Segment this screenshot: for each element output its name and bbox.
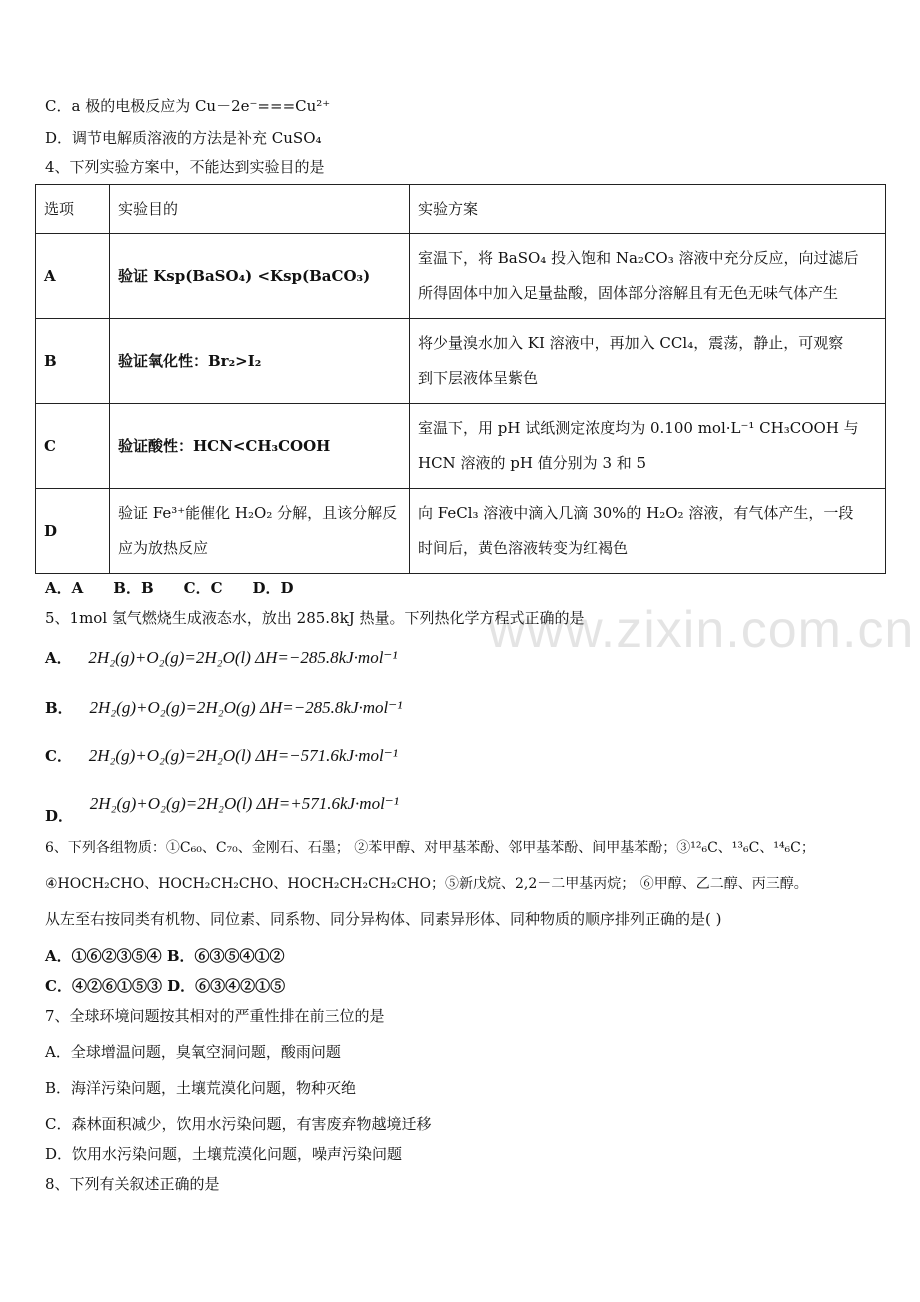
row-plan-line: 将少量溴水加入 KI 溶液中，再加入 CCl₄，震荡，静止，可观察 (418, 334, 844, 352)
option-label: D． (45, 807, 74, 825)
option-label: A． (45, 649, 72, 667)
equation: 2H₂(g)+O₂(g)=2H₂O(l) ΔH=−285.8kJ·mol⁻¹ (88, 648, 398, 667)
row-option: D (36, 489, 110, 574)
table-header: 选项 (36, 185, 110, 234)
q7-stem: 7、全球环境问题按其相对的严重性排在前三位的是 (45, 1007, 385, 1025)
table-row (36, 319, 886, 404)
q5-option-a (45, 648, 398, 668)
row-plan-line: 室温下，用 pH 试纸测定浓度均为 0.100 mol·L⁻¹ CH₃COOH 与 (418, 419, 859, 437)
row-option: C (36, 404, 110, 489)
row-purpose-line: 验证 Fe³⁺能催化 H₂O₂ 分解，且该分解反 (118, 504, 398, 522)
q3-option-c: C．a 极的电极反应为 Cu－2e⁻===Cu²⁺ (45, 97, 331, 115)
q5-option-b (45, 698, 402, 718)
row-plan-line: 所得固体中加入足量盐酸，固体部分溶解且有无色无味气体产生 (418, 284, 839, 302)
row-plan-line: HCN 溶液的 pH 值分别为 3 和 5 (418, 454, 647, 472)
row-plan-line: 室温下，将 BaSO₄ 投入饱和 Na₂CO₃ 溶液中充分反应，向过滤后 (418, 249, 859, 267)
equation: 2H₂(g)+O₂(g)=2H₂O(l) ΔH=−571.6kJ·mol⁻¹ (88, 746, 398, 765)
q5-stem: 5、1mol 氢气燃烧生成液态水，放出 285.8kJ 热量。下列热化学方程式正确的是 (45, 609, 585, 627)
q7-option-b: B．海洋污染问题，土壤荒漠化问题，物种灭绝 (45, 1079, 357, 1097)
q4-answer-options: A．A B．B C．C D．D (45, 579, 294, 597)
row-purpose: 验证 Ksp(BaSO₄) <Ksp(BaCO₃) (110, 234, 410, 319)
row-purpose: 验证氧化性：Br₂>I₂ (110, 319, 410, 404)
q6-line-3: 从左至右按同类有机物、同位素、同系物、同分异构体、同素异形体、同种物质的顺序排列正确的是( ) (45, 910, 722, 928)
q7-option-c: C．森林面积减少，饮用水污染问题，有害废弃物越境迁移 (45, 1115, 432, 1133)
equation: 2H₂(g)+O₂(g)=2H₂O(l) ΔH=+571.6kJ·mol⁻¹ (89, 794, 399, 813)
table-row (36, 489, 886, 574)
row-option: A (36, 234, 110, 319)
row-plan-line: 到下层液体呈紫色 (418, 369, 539, 387)
row-plan (410, 234, 886, 319)
row-plan-line: 向 FeCl₃ 溶液中滴入几滴 30%的 H₂O₂ 溶液，有气体产生，一段 (418, 504, 854, 522)
watermark: www.zixin.com.cn (488, 601, 915, 659)
table-header-row (36, 185, 886, 234)
row-plan (410, 489, 886, 574)
q6-line-1: 6、下列各组物质：①C₆₀、C₇₀、金刚石、石墨； ②苯甲醇、对甲基苯酚、邻甲基苯酚、间甲基苯酚；③¹²₆C、¹³₆C、¹⁴₆C； (45, 840, 815, 856)
experiment-table (35, 184, 886, 574)
q6-options-ab: A．①⑥②③⑤④ B．⑥③⑤④①② (45, 947, 285, 965)
q7-option-d: D．饮用水污染问题，土壤荒漠化问题，噪声污染问题 (45, 1145, 403, 1163)
row-plan-line: 时间后，黄色溶液转变为红褐色 (418, 539, 629, 557)
table-row (36, 404, 886, 489)
q8-stem: 8、下列有关叙述正确的是 (45, 1175, 220, 1193)
q6-line-2: ④HOCH₂CHO、HOCH₂CH₂CHO、HOCH₂CH₂CH₂CHO；⑤新戊烷、2,2－二甲基丙烷； ⑥甲醇、乙二醇、丙三醇。 (45, 876, 808, 892)
q7-option-a: A．全球增温问题，臭氧空洞问题，酸雨问题 (45, 1043, 341, 1061)
row-plan (410, 404, 886, 489)
row-plan (410, 319, 886, 404)
table-header: 实验目的 (110, 185, 410, 234)
table-row (36, 234, 886, 319)
row-purpose: 验证酸性：HCN<CH₃COOH (110, 404, 410, 489)
q4-stem: 4、下列实验方案中，不能达到实验目的是 (45, 158, 325, 176)
q5-option-c (45, 746, 398, 766)
row-purpose-line: 应为放热反应 (118, 539, 209, 557)
equation: 2H₂(g)+O₂(g)=2H₂O(g) ΔH=−285.8kJ·mol⁻¹ (89, 698, 403, 717)
option-label: B． (45, 699, 73, 717)
table-header: 实验方案 (410, 185, 886, 234)
q3-option-d: D．调节电解质溶液的方法是补充 CuSO₄ (45, 129, 322, 147)
row-purpose (110, 489, 410, 574)
option-label: C． (45, 747, 72, 765)
row-option: B (36, 319, 110, 404)
q6-options-cd: C．④②⑥①⑤③ D．⑥③④②①⑤ (45, 977, 286, 995)
q5-option-d (45, 794, 399, 825)
